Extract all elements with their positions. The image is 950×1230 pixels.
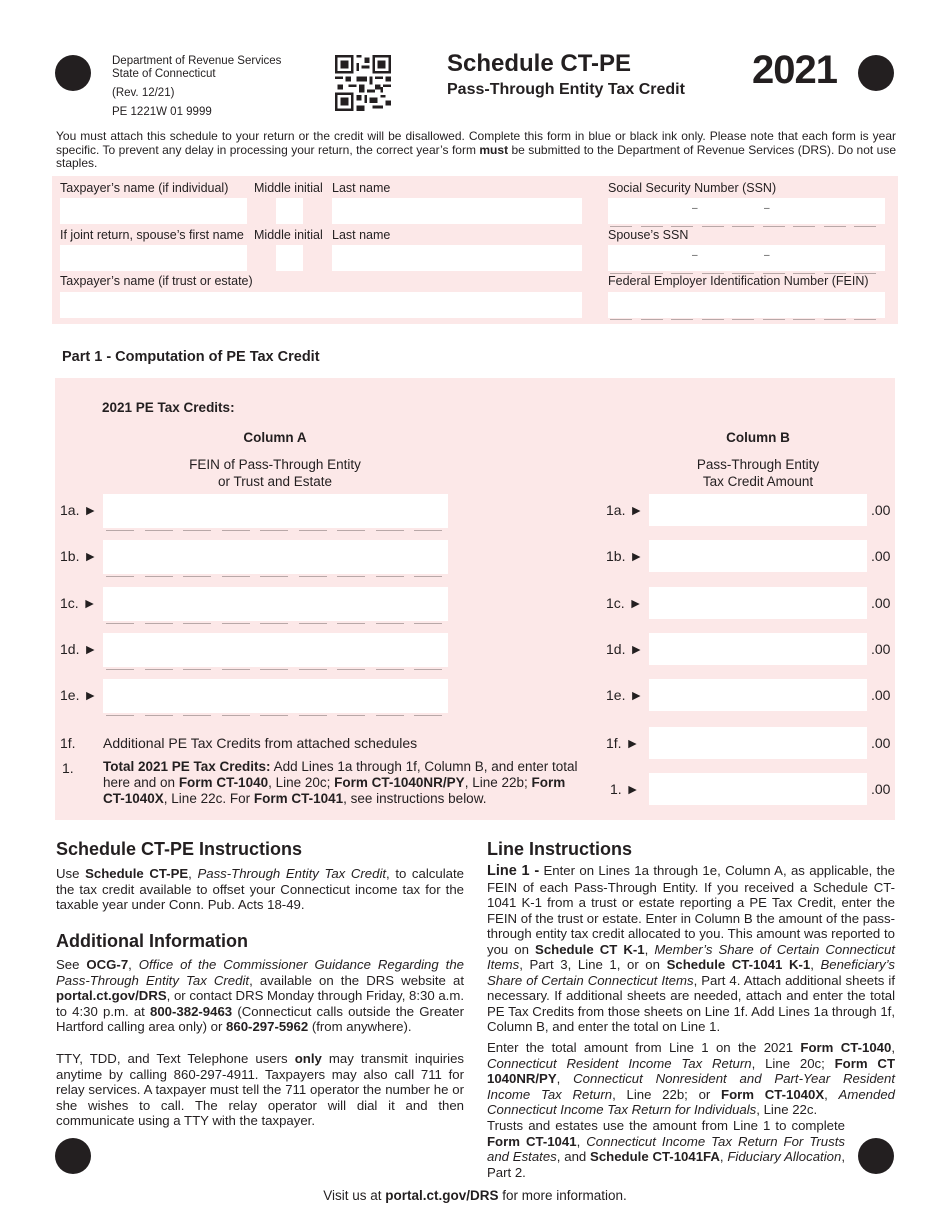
middle-initial-label: Middle initial bbox=[254, 181, 323, 195]
form-title: Schedule CT-PE bbox=[447, 50, 632, 77]
digit-guide bbox=[414, 623, 442, 624]
text: , bbox=[128, 957, 139, 972]
cents-label: .00 bbox=[871, 640, 891, 657]
digit-guide bbox=[641, 319, 663, 320]
intro-text bbox=[56, 130, 896, 171]
digit-guide bbox=[183, 669, 211, 670]
text-italic: Office of the Commissioner Guidance Regarding the Pass-Through Entity Tax Credit bbox=[56, 957, 464, 988]
registration-mark bbox=[55, 1138, 91, 1174]
digit-guide bbox=[222, 669, 250, 670]
digit-guide bbox=[260, 530, 288, 531]
footer-text: for more information. bbox=[498, 1188, 627, 1203]
text: , Line 22b; or bbox=[612, 1086, 722, 1102]
line-label: 1f. bbox=[606, 735, 622, 751]
digit-guide bbox=[337, 715, 365, 716]
text: , bbox=[810, 957, 821, 972]
digit-guide bbox=[106, 623, 134, 624]
text: , Line 20c; bbox=[751, 1055, 835, 1071]
digit-guide bbox=[671, 273, 693, 274]
cents-label: .00 bbox=[871, 548, 891, 565]
digit-guide bbox=[260, 715, 288, 716]
trust-instructions bbox=[487, 1118, 845, 1180]
column-b-desc-line: Tax Credit Amount bbox=[702, 474, 814, 489]
digit-guide bbox=[702, 273, 724, 274]
text: , bbox=[891, 1040, 895, 1055]
digit-guide bbox=[376, 623, 404, 624]
spouse-ssn-input[interactable] bbox=[608, 245, 885, 271]
digit-guide bbox=[763, 319, 785, 320]
digit-guide bbox=[824, 226, 846, 227]
text: may transmit inquiries anytime by calling 860-297-4911. Taxpayers may also call 711 for relay services. A taxpayer must tell the 711 operator the number he or she wishes to call. The relay operator will dial it and then communicate using a TTY with the taxpayer. bbox=[56, 1051, 464, 1128]
digit-guide bbox=[299, 669, 327, 670]
text-italic: Member’s Share of Certain Connecticut Items bbox=[487, 941, 895, 972]
text: , to calculate the tax credit available to offset your Connecticut income tax for the taxable year under Conn. Pub. Acts 18-49. bbox=[56, 866, 464, 912]
text-bold: Form CT-1041 bbox=[487, 1133, 577, 1149]
line-1f-amount-input[interactable] bbox=[649, 727, 867, 759]
digit-guide bbox=[610, 273, 632, 274]
column-b-desc-line: Pass-Through Entity bbox=[696, 457, 820, 472]
text-bold: only bbox=[294, 1051, 322, 1066]
state-name: State of Connecticut bbox=[112, 68, 216, 80]
total-form: Form CT-1040NR/PY bbox=[334, 775, 465, 790]
registration-mark bbox=[858, 1138, 894, 1174]
arrow-icon: ► bbox=[629, 502, 644, 518]
line-label: 1c. bbox=[60, 594, 79, 611]
line-label: 1a. bbox=[60, 502, 80, 518]
line-label: 1a. bbox=[606, 502, 626, 518]
digit-guide bbox=[610, 319, 632, 320]
intro-part: You must attach this schedule to your return or the credit will be disallowed. Complete this form in blue or black ink only. Please note that each form is year specific. To prevent any delay in processing your return, the correct year’s form bbox=[56, 129, 896, 157]
digit-guide bbox=[299, 576, 327, 577]
total-text: Add Lines 1a through 1f, Column B, and enter total here and on bbox=[103, 759, 578, 790]
form-code: PE 1221W 01 9999 bbox=[112, 106, 212, 118]
registration-mark bbox=[858, 55, 894, 91]
spouse-last-name-label: Last name bbox=[332, 228, 391, 242]
arrow-icon: ► bbox=[82, 594, 97, 611]
line-label: 1c. bbox=[606, 594, 625, 611]
text-italic: Connecticut Resident Income Tax Return bbox=[487, 1055, 752, 1071]
line-label: 1b. bbox=[606, 548, 626, 565]
row-label-col-a bbox=[60, 687, 97, 703]
digit-guide bbox=[183, 530, 211, 531]
form-subtitle: Pass-Through Entity Tax Credit bbox=[447, 81, 685, 98]
footer-link[interactable]: portal.ct.gov/DRS bbox=[385, 1188, 499, 1203]
cents-label: .00 bbox=[871, 735, 891, 751]
line-1-description bbox=[103, 759, 583, 807]
arrow-icon: ► bbox=[625, 781, 640, 797]
registration-mark bbox=[55, 55, 91, 91]
total-form: Form CT-1040X bbox=[103, 775, 566, 806]
total-text: , Line 22c. For bbox=[163, 791, 254, 806]
text: , available on the DRS website at bbox=[249, 972, 464, 988]
digit-guide bbox=[222, 576, 250, 577]
tax-year: 2021 bbox=[752, 48, 837, 92]
row-label-col-a bbox=[60, 595, 96, 611]
column-a-description bbox=[100, 456, 450, 490]
spouse-middle-initial-input[interactable] bbox=[276, 245, 303, 271]
intro-bold: must bbox=[479, 142, 509, 157]
footer-text: Visit us at bbox=[323, 1188, 386, 1203]
text: , Line 22c. bbox=[756, 1102, 818, 1117]
additional-info-heading: Additional Information bbox=[56, 931, 248, 951]
text-italic: Fiduciary Allocation bbox=[727, 1149, 842, 1164]
credit-amount-input[interactable] bbox=[649, 540, 867, 572]
credit-amount-input[interactable] bbox=[649, 587, 867, 619]
column-a-desc-line: FEIN of Pass-Through Entity bbox=[189, 457, 361, 472]
spouse-middle-initial-label: Middle initial bbox=[254, 228, 323, 242]
line-label: 1d. bbox=[60, 640, 80, 657]
text: , bbox=[556, 1071, 574, 1086]
digit-guide bbox=[732, 226, 754, 227]
text-italic: Beneficiary’s Share of Certain Connecticut Items bbox=[487, 957, 895, 988]
digit-guide bbox=[260, 576, 288, 577]
spouse-ssn-label: Spouse’s SSN bbox=[608, 228, 689, 242]
digit-guide bbox=[763, 226, 785, 227]
text-bold: Form CT-1040 bbox=[800, 1040, 892, 1055]
row-label-col-a bbox=[60, 641, 97, 657]
digit-guide bbox=[145, 715, 173, 716]
line-1-total-input[interactable] bbox=[649, 773, 867, 805]
ssn-separator: – bbox=[764, 250, 770, 261]
line-label: 1e. bbox=[60, 687, 80, 704]
fein-entity-input[interactable] bbox=[103, 540, 448, 574]
total-form: Form CT-1040 bbox=[178, 775, 269, 790]
line-1f-description: Additional PE Tax Credits from attached schedules bbox=[103, 735, 418, 751]
text-bold: Line 1 - bbox=[487, 863, 540, 879]
row-label-col-b bbox=[606, 641, 643, 657]
digit-guide bbox=[376, 669, 404, 670]
fein-entity-input[interactable] bbox=[103, 494, 448, 528]
ssn-input[interactable] bbox=[608, 198, 885, 224]
digit-guide bbox=[824, 319, 846, 320]
total-bold: Total 2021 PE Tax Credits: bbox=[103, 759, 271, 774]
digit-guide bbox=[414, 576, 442, 577]
digit-guide bbox=[145, 623, 173, 624]
arrow-icon: ► bbox=[629, 548, 644, 565]
digit-guide bbox=[106, 715, 134, 716]
text: TTY, TDD, and Text Telephone users bbox=[56, 1051, 295, 1066]
digit-guide bbox=[183, 715, 211, 716]
spouse-first-name-input[interactable] bbox=[60, 245, 247, 271]
arrow-icon: ► bbox=[628, 594, 643, 611]
line-label: 1e. bbox=[606, 687, 626, 704]
ssn-separator: – bbox=[764, 203, 770, 214]
fein-entity-input[interactable] bbox=[103, 587, 448, 621]
instructions-paragraph bbox=[56, 866, 464, 913]
text-bold: OCG-7 bbox=[86, 957, 129, 972]
fein-entity-input[interactable] bbox=[103, 679, 448, 713]
text: , Part 2. bbox=[487, 1149, 845, 1180]
cents-label: .00 bbox=[871, 594, 891, 611]
column-a-desc-line: or Trust and Estate bbox=[217, 474, 333, 489]
digit-guide bbox=[183, 623, 211, 624]
total-text: , Line 20c; bbox=[268, 775, 335, 790]
text-bold: Form CT 1040NR/PY bbox=[487, 1055, 896, 1086]
digit-guide bbox=[671, 319, 693, 320]
text-italic: Connecticut Nonresident and Part-Year Resident Income Tax Return bbox=[487, 1071, 895, 1102]
text: Enter the total amount from Line 1 on the 2021 bbox=[487, 1040, 801, 1055]
total-text: , Line 22b; bbox=[464, 775, 532, 790]
fein-label: Federal Employer Identification Number (FEIN) bbox=[608, 274, 869, 288]
text: Use bbox=[56, 866, 86, 881]
qr-code bbox=[335, 55, 391, 111]
digit-guide bbox=[732, 319, 754, 320]
digit-guide bbox=[299, 715, 327, 716]
revision-date: (Rev. 12/21) bbox=[112, 87, 175, 99]
digit-guide bbox=[145, 669, 173, 670]
text: , or contact DRS Monday through Friday, 8:30 a.m. to 4:30 p.m. at bbox=[56, 988, 464, 1019]
digit-guide bbox=[414, 715, 442, 716]
department-name: Department of Revenue Services bbox=[112, 55, 282, 67]
text: , and bbox=[556, 1149, 591, 1164]
text-italic: Amended Connecticut Income Tax Return for Individuals bbox=[487, 1086, 895, 1117]
digit-guide bbox=[145, 530, 173, 531]
text: Enter on Lines 1a through 1e, Column A, as applicable, the FEIN of each Pass-Through Entity. If you received a Schedule CT-1041 K-1 from a trust or estate reporting a PE Tax Credit, enter the FEIN of the trust or estate. Enter in Column B the amount of the pass-through entity tax credit allocated to you. This amount was reported to you on bbox=[487, 863, 896, 957]
credit-amount-input[interactable] bbox=[649, 633, 867, 665]
instructions-heading: Schedule CT-PE Instructions bbox=[56, 839, 303, 859]
digit-guide bbox=[641, 226, 663, 227]
text: , Part 4. Attach additional sheets if necessary. If additional sheets are needed, attach and enter the total PE Tax Credits from those sheets on Line 1f. Add Lines 1a through 1f, Column B, and enter the total on Line 1. bbox=[487, 972, 895, 1034]
line-label: 1d. bbox=[606, 640, 626, 657]
text: Trusts and estates use the amount from Line 1 to complete bbox=[487, 1118, 845, 1133]
tty-paragraph bbox=[56, 1051, 464, 1129]
cents-label: .00 bbox=[871, 687, 891, 704]
digit-guide bbox=[106, 530, 134, 531]
digit-guide bbox=[376, 715, 404, 716]
row-label-col-b bbox=[606, 595, 642, 611]
row-label-col-b bbox=[606, 502, 643, 518]
text: , bbox=[824, 1086, 839, 1102]
total-text: , see instructions below. bbox=[343, 791, 487, 806]
text: (Connecticut calls outside the Greater Hartford calling area only) or bbox=[56, 1003, 464, 1034]
phone-number: 860-297-5962 bbox=[226, 1019, 309, 1034]
credit-amount-input[interactable] bbox=[649, 494, 867, 526]
digit-guide bbox=[376, 576, 404, 577]
digit-guide bbox=[414, 669, 442, 670]
row-label-col-b bbox=[606, 548, 643, 564]
footer bbox=[0, 1188, 950, 1203]
text: , Part 3, Line 1, or on bbox=[519, 957, 667, 972]
digit-guide bbox=[641, 273, 663, 274]
digit-guide bbox=[183, 576, 211, 577]
digit-guide bbox=[145, 576, 173, 577]
column-b-description bbox=[648, 456, 868, 490]
digit-guide bbox=[337, 530, 365, 531]
total-form: Form CT-1041 bbox=[253, 791, 344, 806]
digit-guide bbox=[414, 530, 442, 531]
credits-label: 2021 PE Tax Credits: bbox=[102, 400, 235, 415]
digit-guide bbox=[854, 273, 876, 274]
text-bold: Schedule CT-1041 K-1 bbox=[666, 957, 811, 972]
line-1f-number: 1f. bbox=[60, 735, 76, 751]
additional-info-paragraph bbox=[56, 957, 464, 1035]
phone-number: 800-382-9463 bbox=[150, 1003, 233, 1019]
ssn-separator: – bbox=[692, 203, 698, 214]
line-instructions-heading: Line Instructions bbox=[487, 839, 633, 859]
last-name-input[interactable] bbox=[332, 198, 582, 224]
digit-guide bbox=[824, 273, 846, 274]
text: See bbox=[56, 957, 87, 972]
digit-guide bbox=[337, 623, 365, 624]
row-label-col-b bbox=[606, 687, 643, 703]
line-label: 1. bbox=[610, 781, 622, 797]
taxpayer-first-name-input[interactable] bbox=[60, 198, 247, 224]
text-bold: Form CT-1040X bbox=[721, 1086, 825, 1102]
text: , bbox=[576, 1133, 587, 1149]
digit-guide bbox=[793, 226, 815, 227]
trust-name-label: Taxpayer’s name (if trust or estate) bbox=[60, 274, 253, 288]
digit-guide bbox=[106, 669, 134, 670]
arrow-icon: ► bbox=[83, 548, 98, 565]
text: (from anywhere). bbox=[308, 1019, 412, 1034]
text-bold: Schedule CT K-1 bbox=[535, 941, 645, 957]
digit-guide bbox=[260, 669, 288, 670]
digit-guide bbox=[299, 623, 327, 624]
ssn-label: Social Security Number (SSN) bbox=[608, 181, 777, 195]
digit-guide bbox=[854, 319, 876, 320]
line-label: 1b. bbox=[60, 548, 80, 565]
text-bold: Schedule CT-PE bbox=[85, 866, 189, 881]
arrow-icon: ► bbox=[83, 640, 98, 657]
digit-guide bbox=[763, 273, 785, 274]
intro-part: be submitted to the Department of Revenue Services (DRS). Do not use staples. bbox=[56, 142, 897, 170]
line-1-transfer-instructions bbox=[487, 1040, 895, 1118]
cents-label: .00 bbox=[871, 781, 891, 797]
row-label-col-a bbox=[60, 548, 97, 564]
text-bold: Schedule CT-1041FA bbox=[590, 1149, 720, 1164]
arrow-icon: ► bbox=[83, 502, 98, 518]
digit-guide bbox=[732, 273, 754, 274]
digit-guide bbox=[222, 715, 250, 716]
fein-entity-input[interactable] bbox=[103, 633, 448, 667]
digit-guide bbox=[793, 319, 815, 320]
column-b-heading: Column B bbox=[726, 430, 790, 445]
digit-guide bbox=[260, 623, 288, 624]
digit-guide bbox=[610, 226, 632, 227]
digit-guide bbox=[337, 576, 365, 577]
arrow-icon: ► bbox=[629, 640, 644, 657]
digit-guide bbox=[222, 530, 250, 531]
text-italic: Pass-Through Entity Tax Credit bbox=[197, 866, 387, 881]
digit-guide bbox=[671, 226, 693, 227]
digit-guide bbox=[376, 530, 404, 531]
row-label-col-a bbox=[60, 502, 97, 518]
fein-input[interactable] bbox=[608, 292, 885, 318]
digit-guide bbox=[793, 273, 815, 274]
spouse-first-name-label: If joint return, spouse’s first name bbox=[60, 228, 244, 242]
last-name-label: Last name bbox=[332, 181, 391, 195]
digit-guide bbox=[337, 669, 365, 670]
agency-block bbox=[112, 55, 281, 119]
trust-name-input[interactable] bbox=[60, 292, 582, 318]
arrow-icon: ► bbox=[625, 735, 640, 751]
text-italic: Connecticut Income Tax Return For Trusts and Estates bbox=[487, 1133, 845, 1164]
cents-label: .00 bbox=[871, 502, 891, 518]
column-a-heading: Column A bbox=[243, 430, 307, 445]
text: , bbox=[719, 1149, 728, 1164]
arrow-icon: ► bbox=[83, 687, 98, 704]
text: , bbox=[644, 941, 655, 957]
text: , bbox=[188, 866, 198, 881]
middle-initial-input[interactable] bbox=[276, 198, 303, 224]
ssn-separator: – bbox=[692, 250, 698, 261]
digit-guide bbox=[106, 576, 134, 577]
digit-guide bbox=[299, 530, 327, 531]
digit-guide bbox=[702, 319, 724, 320]
spouse-last-name-input[interactable] bbox=[332, 245, 582, 271]
digit-guide bbox=[702, 226, 724, 227]
credit-amount-input[interactable] bbox=[649, 679, 867, 711]
line-1-number-col-b bbox=[610, 781, 639, 797]
digit-guide bbox=[854, 226, 876, 227]
part1-title: Part 1 - Computation of PE Tax Credit bbox=[62, 349, 320, 365]
line-1-instructions bbox=[487, 863, 895, 1035]
arrow-icon: ► bbox=[629, 687, 644, 704]
taxpayer-first-name-label: Taxpayer’s name (if individual) bbox=[60, 181, 229, 195]
drs-website-link[interactable]: portal.ct.gov/DRS bbox=[56, 988, 167, 1003]
line-1-number: 1. bbox=[62, 760, 74, 776]
line-1f-number-col-b bbox=[606, 735, 639, 751]
digit-guide bbox=[222, 623, 250, 624]
